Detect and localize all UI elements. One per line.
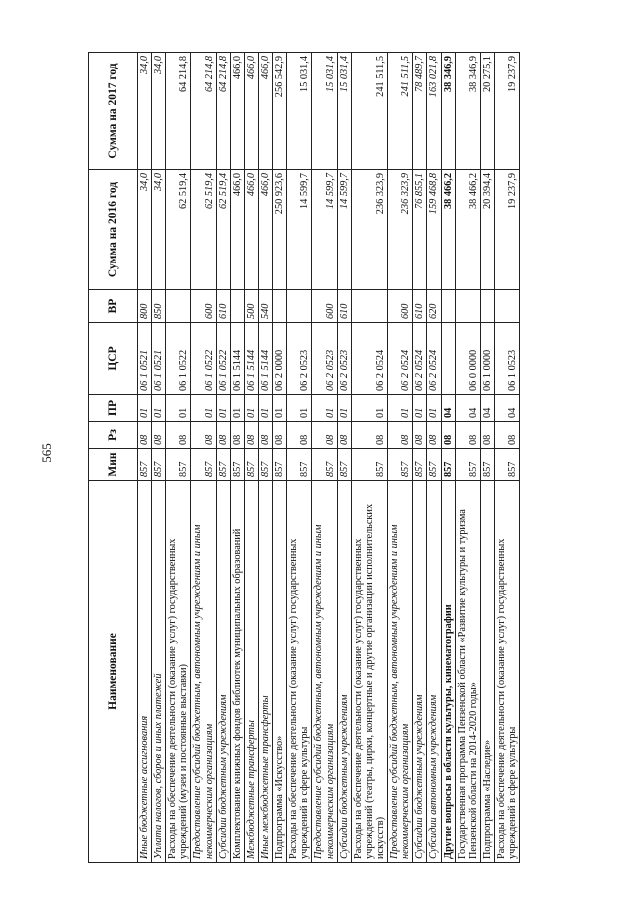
cell-rz: 08	[337, 422, 351, 449]
table-row	[258, 53, 272, 863]
cell-min: 857	[138, 449, 152, 481]
cell-rz: 08	[455, 422, 480, 449]
cell-pr: 01	[273, 395, 287, 422]
page-number	[32, 0, 62, 905]
cell-sum-2016: 76 855,1	[413, 170, 427, 290]
cell-sum-2017: 64 214,8	[191, 53, 216, 170]
cell-min: 857	[337, 449, 351, 481]
cell-rz: 08	[191, 422, 216, 449]
cell-vr	[480, 290, 494, 323]
cell-min: 857	[166, 449, 191, 481]
cell-csr	[441, 323, 455, 395]
cell-pr: 01	[138, 395, 152, 422]
cell-sum-2016: 62 519,4	[191, 170, 216, 290]
cell-sum-2016: 19 237,9	[494, 170, 519, 290]
cell-vr: 800	[138, 290, 152, 323]
table-row	[337, 53, 351, 863]
cell-sum-2016: 62 519,4	[166, 170, 191, 290]
table-row	[191, 53, 216, 863]
cell-name: Предоставление субсидий бюджетным, автономным учреждениям и иным некоммерческим организациям	[312, 481, 337, 863]
cell-csr: 06 2 0523	[337, 323, 351, 395]
cell-csr: 06 1 5144	[244, 323, 258, 395]
cell-sum-2016: 38 466,2	[441, 170, 455, 290]
cell-csr: 06 2 0524	[413, 323, 427, 395]
cell-name: Предоставление субсидий бюджетным, автономным учреждениям и иным некоммерческим организациям	[191, 481, 216, 863]
cell-name: Субсидии бюджетным учреждениям	[413, 481, 427, 863]
cell-sum-2017: 38 346,9	[441, 53, 455, 170]
cell-sum-2017: 15 031,4	[337, 53, 351, 170]
table-row	[455, 53, 480, 863]
cell-min: 857	[273, 449, 287, 481]
cell-min: 857	[388, 449, 413, 481]
cell-vr: 600	[388, 290, 413, 323]
cell-pr: 01	[166, 395, 191, 422]
cell-csr: 06 2 0523	[312, 323, 337, 395]
cell-vr: 600	[191, 290, 216, 323]
cell-rz: 08	[427, 422, 441, 449]
header-sum-2017: Сумма на 2017 год	[89, 53, 138, 170]
cell-sum-2017: 34,0	[152, 53, 166, 170]
cell-name: Подпрограмма «Искусство»	[273, 481, 287, 863]
cell-sum-2016: 34,0	[138, 170, 152, 290]
cell-min: 857	[351, 449, 387, 481]
cell-rz: 08	[258, 422, 272, 449]
cell-sum-2017: 78 489,7	[413, 53, 427, 170]
header-vr: ВР	[89, 290, 138, 323]
cell-name: Расходы на обеспечение деятельности (оказание услуг) государственных учреждений в сфере культуры	[494, 481, 519, 863]
cell-sum-2017: 64 214,8	[216, 53, 230, 170]
cell-pr: 01	[230, 395, 244, 422]
cell-rz: 08	[166, 422, 191, 449]
cell-sum-2017: 19 237,9	[494, 53, 519, 170]
cell-vr	[455, 290, 480, 323]
cell-pr: 04	[494, 395, 519, 422]
cell-name: Уплата налогов, сборов и иных платежей	[152, 481, 166, 863]
cell-vr: 600	[312, 290, 337, 323]
cell-rz: 08	[244, 422, 258, 449]
cell-vr: 500	[244, 290, 258, 323]
cell-csr: 06 2 0524	[351, 323, 387, 395]
cell-sum-2017: 38 346,9	[455, 53, 480, 170]
cell-rz: 08	[413, 422, 427, 449]
cell-sum-2016: 236 323,9	[351, 170, 387, 290]
cell-name: Субсидии автономным учреждениям	[427, 481, 441, 863]
cell-vr: 620	[427, 290, 441, 323]
table-row	[166, 53, 191, 863]
table-row	[287, 53, 312, 863]
cell-csr: 06 2 0000	[273, 323, 287, 395]
table-header-row	[89, 53, 138, 863]
cell-sum-2016: 250 923,6	[273, 170, 287, 290]
header-sum-2016: Сумма на 2016 год	[89, 170, 138, 290]
table-row	[312, 53, 337, 863]
cell-vr	[230, 290, 244, 323]
cell-sum-2017: 256 542,9	[273, 53, 287, 170]
table-row	[480, 53, 494, 863]
cell-sum-2017: 163 021,8	[427, 53, 441, 170]
cell-sum-2016: 14 599,7	[287, 170, 312, 290]
page-number-text: 565	[39, 442, 54, 463]
cell-csr: 06 0 0000	[455, 323, 480, 395]
cell-vr	[273, 290, 287, 323]
cell-min: 857	[191, 449, 216, 481]
cell-pr: 04	[455, 395, 480, 422]
cell-name: Комплектование книжных фондов библиотек муниципальных образований	[230, 481, 244, 863]
cell-name: Другие вопросы в области культуры, кинематографии	[441, 481, 455, 863]
cell-min: 857	[216, 449, 230, 481]
header-rz: Рз	[89, 422, 138, 449]
cell-rz: 08	[494, 422, 519, 449]
table-row	[244, 53, 258, 863]
cell-sum-2017: 64 214,8	[166, 53, 191, 170]
table-row	[230, 53, 244, 863]
cell-pr: 04	[441, 395, 455, 422]
cell-sum-2016: 236 323,9	[388, 170, 413, 290]
cell-sum-2017: 15 031,4	[312, 53, 337, 170]
cell-min: 857	[427, 449, 441, 481]
cell-name: Субсидии бюджетным учреждениям	[337, 481, 351, 863]
cell-csr: 06 1 5144	[230, 323, 244, 395]
cell-name: Межбюджетные трансферты	[244, 481, 258, 863]
cell-min: 857	[413, 449, 427, 481]
cell-name: Иные бюджетные ассигнования	[138, 481, 152, 863]
cell-csr: 06 2 0524	[388, 323, 413, 395]
cell-name: Предоставление субсидий бюджетным, автономным учреждениям и иным некоммерческим организациям	[388, 481, 413, 863]
cell-sum-2016: 62 519,4	[216, 170, 230, 290]
cell-rz: 08	[230, 422, 244, 449]
header-min: Мин	[89, 449, 138, 481]
cell-rz: 08	[216, 422, 230, 449]
cell-sum-2016: 466,0	[230, 170, 244, 290]
cell-rz: 08	[138, 422, 152, 449]
cell-vr: 610	[216, 290, 230, 323]
cell-csr: 06 1 0522	[166, 323, 191, 395]
cell-csr: 06 1 0000	[480, 323, 494, 395]
cell-sum-2016: 38 466,2	[455, 170, 480, 290]
cell-vr: 850	[152, 290, 166, 323]
table-row	[441, 53, 455, 863]
table-row	[388, 53, 413, 863]
cell-min: 857	[441, 449, 455, 481]
cell-min: 857	[480, 449, 494, 481]
cell-sum-2016: 34,0	[152, 170, 166, 290]
cell-sum-2017: 466,0	[258, 53, 272, 170]
cell-rz: 08	[388, 422, 413, 449]
cell-name: Расходы на обеспечение деятельности (оказание услуг) государственных учреждений (музеи и постоянные выставки)	[166, 481, 191, 863]
table-row	[427, 53, 441, 863]
cell-vr: 610	[337, 290, 351, 323]
cell-sum-2016: 466,0	[258, 170, 272, 290]
cell-min: 857	[455, 449, 480, 481]
cell-vr	[287, 290, 312, 323]
cell-sum-2017: 34,0	[138, 53, 152, 170]
cell-csr: 06 1 0523	[494, 323, 519, 395]
cell-rz: 08	[441, 422, 455, 449]
cell-min: 857	[312, 449, 337, 481]
cell-csr: 06 1 0522	[191, 323, 216, 395]
cell-sum-2016: 20 394,4	[480, 170, 494, 290]
cell-csr: 06 1 0521	[152, 323, 166, 395]
cell-pr: 01	[427, 395, 441, 422]
table-body	[138, 53, 520, 863]
cell-min: 857	[230, 449, 244, 481]
cell-min: 857	[244, 449, 258, 481]
cell-min: 857	[258, 449, 272, 481]
cell-sum-2017: 241 511,5	[351, 53, 387, 170]
cell-name: Подпрограмма «Наследие»	[480, 481, 494, 863]
cell-pr: 01	[312, 395, 337, 422]
cell-sum-2017: 20 275,1	[480, 53, 494, 170]
cell-vr	[494, 290, 519, 323]
table-row	[413, 53, 427, 863]
cell-pr: 01	[388, 395, 413, 422]
cell-pr: 01	[152, 395, 166, 422]
header-name: Наименование	[89, 481, 138, 863]
cell-rz: 08	[287, 422, 312, 449]
cell-pr: 04	[480, 395, 494, 422]
cell-pr: 01	[244, 395, 258, 422]
cell-csr: 06 1 5144	[258, 323, 272, 395]
cell-sum-2016: 14 599,7	[337, 170, 351, 290]
cell-name: Государственная программа Пензенской области «Развитие культуры и туризма Пензенской области на 2014-2020 годы»	[455, 481, 480, 863]
cell-vr	[351, 290, 387, 323]
cell-pr: 01	[287, 395, 312, 422]
budget-table	[88, 52, 520, 863]
cell-csr: 06 1 0521	[138, 323, 152, 395]
table-row	[494, 53, 519, 863]
table-row	[351, 53, 387, 863]
cell-csr: 06 1 0522	[216, 323, 230, 395]
cell-sum-2016: 14 599,7	[312, 170, 337, 290]
cell-rz: 08	[480, 422, 494, 449]
cell-rz: 08	[351, 422, 387, 449]
cell-pr: 01	[413, 395, 427, 422]
cell-vr: 540	[258, 290, 272, 323]
cell-sum-2017: 15 031,4	[287, 53, 312, 170]
cell-pr: 01	[258, 395, 272, 422]
cell-min: 857	[152, 449, 166, 481]
cell-vr: 610	[413, 290, 427, 323]
header-csr: ЦСР	[89, 323, 138, 395]
cell-rz: 08	[312, 422, 337, 449]
cell-sum-2016: 159 468,8	[427, 170, 441, 290]
cell-vr	[441, 290, 455, 323]
cell-sum-2016: 466,0	[244, 170, 258, 290]
cell-name: Расходы на обеспечение деятельности (оказание услуг) государственных учреждений в сфере культуры	[287, 481, 312, 863]
cell-pr: 01	[216, 395, 230, 422]
cell-vr	[166, 290, 191, 323]
cell-pr: 01	[351, 395, 387, 422]
cell-min: 857	[287, 449, 312, 481]
table-row	[216, 53, 230, 863]
cell-name: Субсидии бюджетным учреждениям	[216, 481, 230, 863]
cell-rz: 08	[152, 422, 166, 449]
cell-csr: 06 2 0524	[427, 323, 441, 395]
cell-min: 857	[494, 449, 519, 481]
cell-name: Иные межбюджетные трансферты	[258, 481, 272, 863]
table-row	[152, 53, 166, 863]
cell-rz: 08	[273, 422, 287, 449]
cell-name: Расходы на обеспечение деятельности (оказание услуг) государственных учреждений (театры, цирки, концертные и другие организации исполнительских искусств)	[351, 481, 387, 863]
cell-sum-2017: 466,0	[244, 53, 258, 170]
table-row	[138, 53, 152, 863]
table-row	[273, 53, 287, 863]
cell-pr: 01	[337, 395, 351, 422]
cell-sum-2017: 241 511,5	[388, 53, 413, 170]
rotated-table-container	[88, 53, 548, 863]
header-pr: ПР	[89, 395, 138, 422]
cell-pr: 01	[191, 395, 216, 422]
cell-sum-2017: 466,0	[230, 53, 244, 170]
cell-csr: 06 2 0523	[287, 323, 312, 395]
